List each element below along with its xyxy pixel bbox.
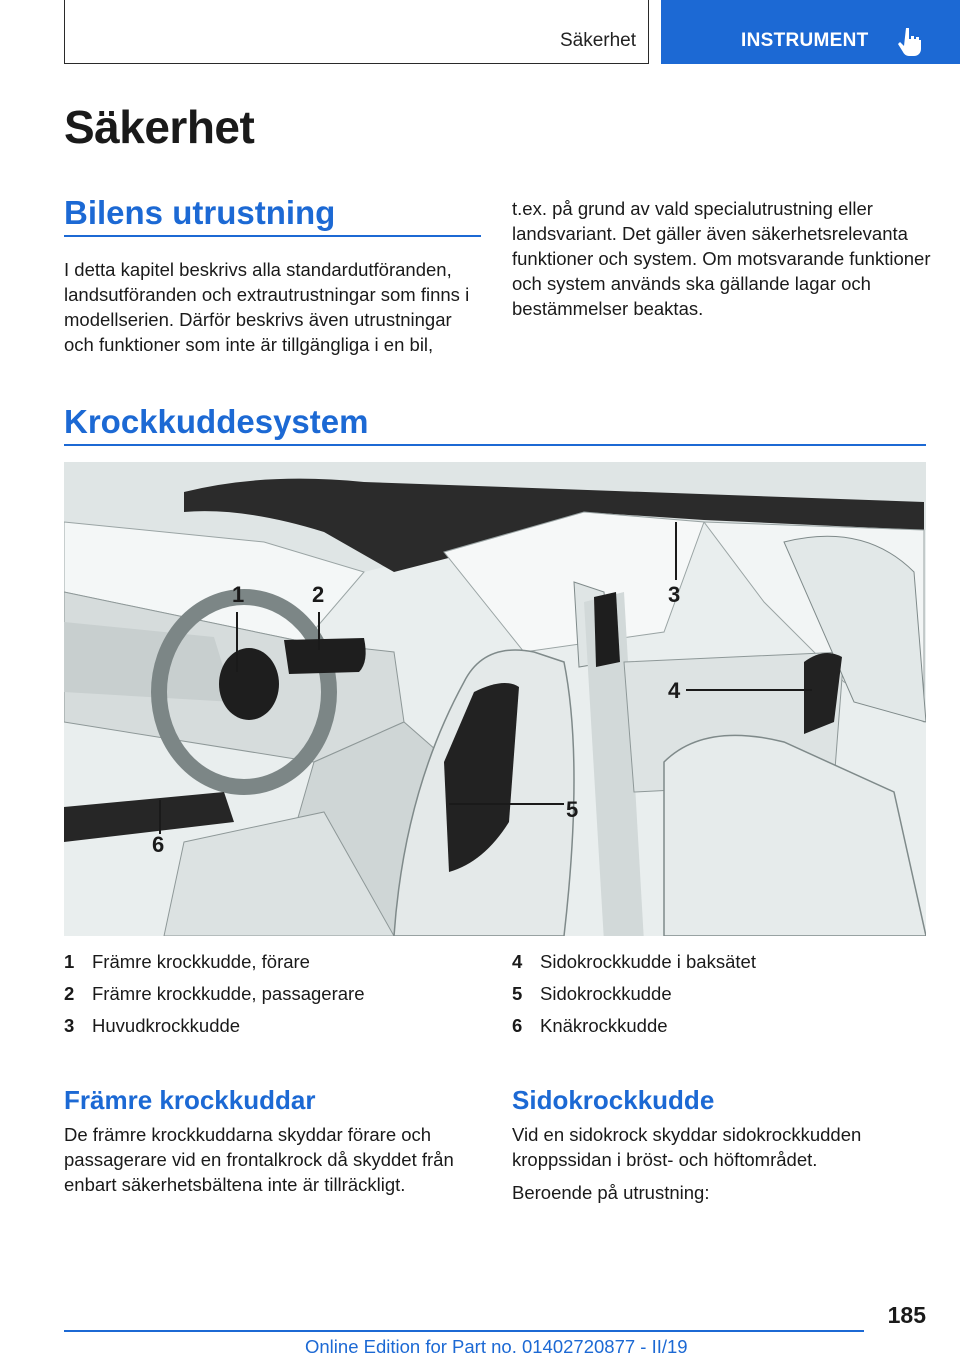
header-section-tab[interactable] (64, 0, 649, 64)
page-number: 185 (887, 1302, 926, 1328)
paragraph-sidokrock: Vid en sidokrock skyddar sidokrockkudden kroppssidan i bröst- och höftområdet. (512, 1124, 862, 1170)
footer-edition-text: Online Edition for Part no. 01402720877 - II/19 (305, 1336, 688, 1357)
footer-rule (64, 1330, 864, 1332)
legend-item: 1 Främre krockkudde, förare (64, 951, 310, 972)
callout-2: 2 (312, 582, 325, 607)
paragraph-right: t.ex. på grund av vald specialutrustning eller landsvariant. Det gäller även säkerhetsrelevanta funktioner och system. Om motsvarande funktioner och system används ska gällande lagar och bestämmelser beaktas. (512, 198, 931, 319)
paragraph-framre: De främre krockkuddarna skyddar förare och passagerare vid en frontalkrock då skyddet från enbart säkerhetsbältena inte är tillräckligt. (64, 1124, 454, 1195)
heading-rule (64, 235, 481, 237)
heading-krockkuddesystem: Krockkuddesystem (64, 403, 369, 440)
legend-item: 5 Sidokrockkudde (512, 983, 672, 1004)
callout-5: 5 (566, 797, 579, 822)
legend-item: 6 Knäkrockkudde (512, 1015, 668, 1036)
legend-right (512, 946, 756, 1042)
paragraph-left: I detta kapitel beskrivs alla standardutföranden, landsutföranden och extrautrustningar som finns i modellserien. Därför beskrivs även utrustningar och funktioner som inte är tillgängliga i en bil, (64, 259, 470, 355)
page-title: Säkerhet (64, 101, 255, 153)
legend-item: 2 Främre krockkudde, passagerare (64, 983, 365, 1004)
heading-framre-krockkuddar: Främre krockkuddar (64, 1085, 316, 1115)
legend-item: 4 Sidokrockkudde i baksätet (512, 951, 756, 972)
legend-left (64, 946, 364, 1042)
airbag-system-figure (64, 462, 926, 936)
legend-item: 3 Huvudkrockkudde (64, 1015, 241, 1036)
heading-rule (64, 444, 926, 446)
heading-sidokrockkudde: Sidokrockkudde (512, 1085, 715, 1115)
section-tab-label: Säkerhet (559, 30, 636, 51)
paragraph-beroende: Beroende på utrustning: (512, 1182, 710, 1203)
callout-3: 3 (668, 582, 681, 607)
callout-6: 6 (152, 832, 165, 857)
pointing-hand-icon (897, 26, 923, 56)
callout-4: 4 (668, 678, 681, 703)
active-tab-label: INSTRUMENT (741, 30, 869, 51)
callout-1: 1 (232, 582, 245, 607)
heading-bilens-utrustning: Bilens utrustning (64, 194, 336, 231)
header-active-tab[interactable] (661, 0, 960, 64)
